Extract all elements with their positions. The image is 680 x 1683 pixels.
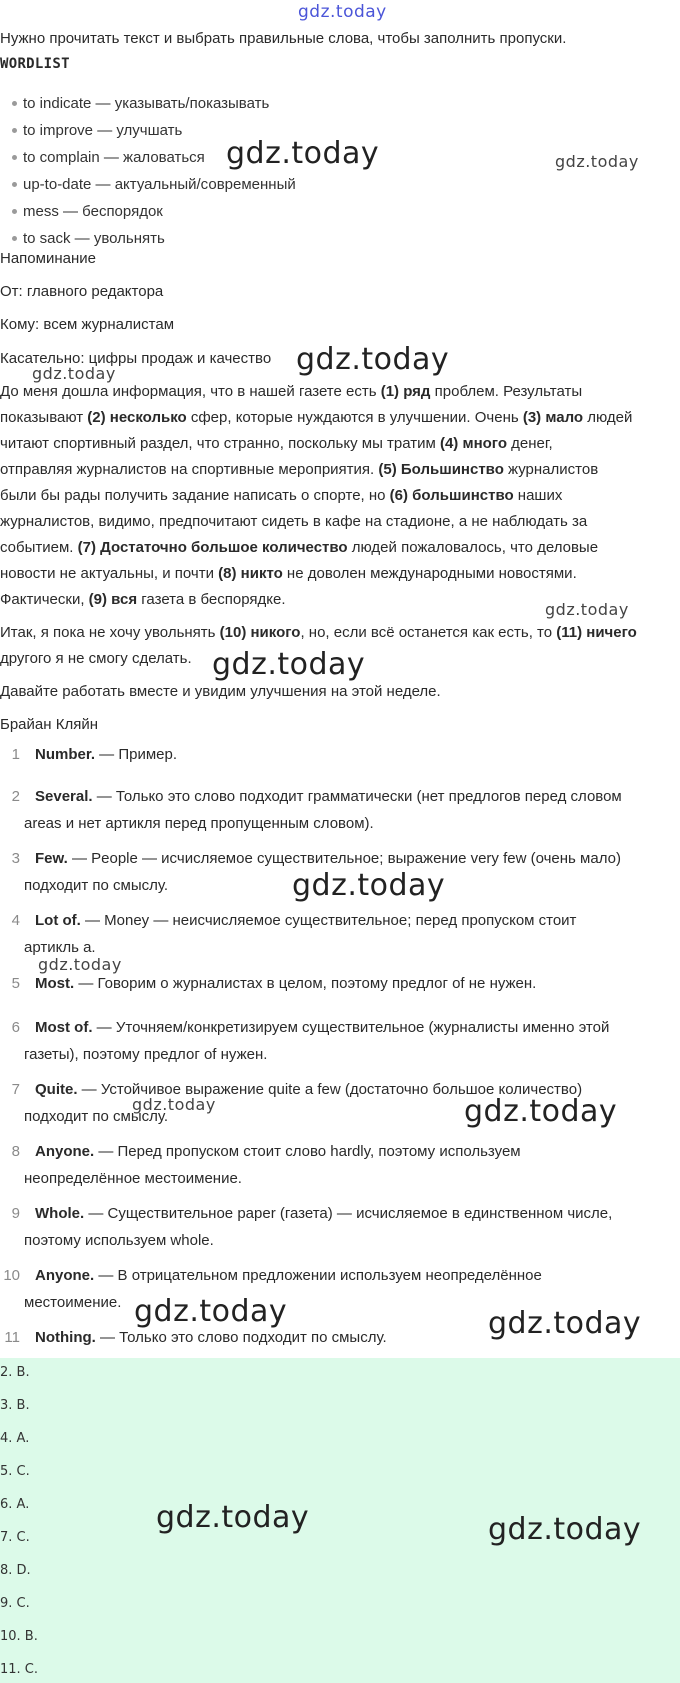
answer-key-item: 3. B. — [0, 1398, 30, 1413]
letter-text: Итак, я пока не хочу увольнять — [0, 624, 220, 641]
wordlist-item-text: up-to-date — актуальный/современный — [23, 176, 296, 193]
answer-word: Anyone. — [35, 1143, 95, 1160]
watermark: gdz.today — [134, 1294, 288, 1329]
answer-explanation: — Уточняем/конкретизируем существительное (журналисты именно этой — [92, 1019, 610, 1036]
wordlist-item-text: to indicate — указывать/показывать — [23, 95, 270, 112]
answer-slot: (9) вся — [88, 591, 138, 608]
letter-line — [0, 539, 598, 556]
answer-number: 7 — [11, 1081, 20, 1098]
answer-explanation: подходит по смыслу. — [24, 1108, 169, 1125]
bullet-icon — [12, 101, 17, 106]
letter-line — [0, 683, 441, 700]
letter-text: отправляя журналистов на спортивные мероприятия. — [0, 461, 379, 478]
answer-slot: (11) ничего — [556, 624, 637, 641]
answer-explanation: — В отрицательном предложении используем неопределённое — [94, 1267, 542, 1284]
wordlist-item — [12, 230, 165, 247]
answer-explanation: поэтому используем whole. — [24, 1232, 214, 1249]
task-instruction: Нужно прочитать текст и выбрать правильные слова, чтобы заполнить пропуски. — [0, 30, 567, 47]
letter-line — [0, 591, 286, 608]
memo-from: От: главного редактора — [0, 283, 164, 300]
letter-text: сфер, которые нуждаются в улучшении. Очень — [186, 409, 523, 426]
answer-key-item: 4. A. — [0, 1431, 30, 1446]
answer-explanation: — Пример. — [95, 746, 178, 763]
answer-key-item: 11. C. — [0, 1662, 39, 1677]
answer-slot: (2) несколько — [87, 409, 187, 426]
letter-text: не доволен международными новостями. — [282, 565, 577, 582]
answer-line — [35, 1205, 612, 1222]
answer-word: Most of. — [35, 1019, 93, 1036]
letter-text: Фактически, — [0, 591, 89, 608]
answer-line — [35, 746, 177, 763]
answer-number: 3 — [11, 850, 20, 867]
letter-text: новости не актуальны, и почти — [0, 565, 219, 582]
letter-text: другого я не смогу сделать. — [0, 650, 192, 667]
letter-line — [0, 487, 562, 504]
answer-slot: (8) никто — [218, 565, 283, 582]
answer-number: 11 — [4, 1329, 20, 1346]
answer-slot: (10) никого — [219, 624, 301, 641]
watermark: gdz.today — [226, 136, 380, 171]
letter-line — [0, 565, 577, 582]
answer-slot: (3) мало — [522, 409, 584, 426]
answer-explanation: — Только это слово подходит грамматически (нет предлогов перед словом — [92, 788, 622, 805]
answer-word: Whole. — [35, 1205, 85, 1222]
letter-line — [0, 624, 637, 641]
watermark: gdz.today — [555, 152, 639, 171]
answer-word: Nothing. — [35, 1329, 96, 1346]
answer-key-item: 9. C. — [0, 1596, 30, 1611]
answer-key-item: 8. D. — [0, 1563, 31, 1578]
letter-text: денег, — [507, 435, 553, 452]
letter-text: людей пожаловалось, что деловые — [347, 539, 599, 556]
answer-word: Most. — [35, 975, 75, 992]
answer-number: 4 — [11, 912, 20, 929]
answer-key-item: 7. C. — [0, 1530, 30, 1545]
answer-word: Number. — [35, 746, 96, 763]
answer-explanation: местоимение. — [24, 1294, 122, 1311]
answer-key-item: 10. B. — [0, 1629, 38, 1644]
wordlist-item — [12, 149, 205, 166]
letter-line — [0, 650, 192, 667]
answer-number: 5 — [11, 975, 20, 992]
answer-line — [35, 850, 621, 867]
letter-line — [0, 435, 553, 452]
letter-line — [0, 461, 598, 478]
answer-explanation: areas и нет артикля перед пропущенным словом). — [24, 815, 374, 832]
watermark: gdz.today — [464, 1094, 618, 1129]
answer-explanation: подходит по смыслу. — [24, 877, 169, 894]
answer-slot: (4) много — [439, 435, 507, 452]
answer-word: Several. — [35, 788, 93, 805]
answer-explanation: неопределённое местоимение. — [24, 1170, 242, 1187]
letter-text: До меня дошла информация, что в нашей газете есть — [0, 383, 381, 400]
watermark: gdz.today — [212, 647, 366, 682]
answer-explanation: — People — исчисляемое существительное; выражение very few (очень мало) — [67, 850, 621, 867]
answer-line — [35, 975, 536, 992]
answer-line — [35, 1019, 609, 1036]
answer-word: Few. — [35, 850, 68, 867]
letter-text: газета в беспорядке. — [137, 591, 286, 608]
wordlist-item — [12, 95, 269, 112]
letter-line — [0, 409, 632, 426]
wordlist-item — [12, 203, 163, 220]
watermark: gdz.today — [156, 1500, 310, 1535]
wordlist-item — [12, 122, 182, 139]
watermark: gdz.today — [296, 342, 450, 377]
answer-line — [35, 1329, 387, 1346]
letter-text: , но, если всё останется как есть, то — [300, 624, 557, 641]
letter-text: журналистов — [503, 461, 599, 478]
answer-number: 1 — [11, 746, 20, 763]
answer-explanation: газеты), поэтому предлог of нужен. — [24, 1046, 268, 1063]
answer-line — [35, 912, 576, 929]
wordlist-item-text: to sack — увольнять — [23, 230, 165, 247]
answer-slot: (1) ряд — [380, 383, 431, 400]
watermark: gdz.today — [292, 868, 446, 903]
bullet-icon — [12, 209, 17, 214]
answer-word: Quite. — [35, 1081, 78, 1098]
wordlist-item-text: mess — беспорядок — [23, 203, 163, 220]
answer-explanation: — Говорим о журналистах в целом, поэтому предлог of не нужен. — [74, 975, 537, 992]
bullet-icon — [12, 182, 17, 187]
memo-to: Кому: всем журналистам — [0, 316, 175, 333]
letter-line — [0, 383, 582, 400]
answer-number: 10 — [3, 1267, 20, 1284]
answer-slot: (7) Достаточно большое количество — [77, 539, 348, 556]
bullet-icon — [12, 236, 17, 241]
answer-number: 8 — [11, 1143, 20, 1160]
answer-explanation: артикль a. — [24, 939, 96, 956]
wordlist-item-text: to improve — улучшать — [23, 122, 183, 139]
answer-line — [35, 1267, 542, 1284]
answer-key-item: 6. A. — [0, 1497, 30, 1512]
letter-line — [0, 513, 587, 530]
letter-text: проблем. Результаты — [430, 383, 583, 400]
header-watermark: gdz.today — [298, 2, 387, 22]
watermark: gdz.today — [545, 600, 629, 619]
letter-text: журналистов, видимо, предпочитают сидеть в кафе на стадионе, а не наблюдать за — [0, 513, 588, 530]
wordlist-item — [12, 176, 296, 193]
wordlist-item-text: to complain — жаловаться — [23, 149, 205, 166]
answer-number: 2 — [11, 788, 20, 805]
memo-title: Напоминание — [0, 250, 96, 267]
letter-text: людей — [583, 409, 633, 426]
answer-word: Anyone. — [35, 1267, 95, 1284]
answer-explanation: — Только это слово подходит по смыслу. — [95, 1329, 387, 1346]
letter-text: событием. — [0, 539, 78, 556]
answer-number: 9 — [11, 1205, 20, 1222]
letter-text: Давайте работать вместе и увидим улучшения на этой неделе. — [0, 683, 441, 700]
watermark: gdz.today — [38, 955, 122, 974]
letter-text: были бы рады получить задание написать о спорте, но — [0, 487, 390, 504]
watermark: gdz.today — [488, 1306, 642, 1341]
signature: Брайан Кляйн — [0, 716, 98, 733]
answer-slot: (6) большинство — [389, 487, 514, 504]
watermark: gdz.today — [32, 364, 116, 383]
watermark: gdz.today — [488, 1512, 642, 1547]
answer-number: 6 — [11, 1019, 20, 1036]
answer-explanation: — Перед пропуском стоит слово hardly, поэтому используем — [94, 1143, 521, 1160]
answer-line — [35, 788, 622, 805]
letter-text: показывают — [0, 409, 88, 426]
letter-text: читают спортивный раздел, что странно, поскольку мы тратим — [0, 435, 440, 452]
answer-key-item: 2. B. — [0, 1365, 30, 1380]
answer-explanation: — Устойчивое выражение quite a few (достаточно большое количество) — [77, 1081, 583, 1098]
bullet-icon — [12, 128, 17, 133]
watermark: gdz.today — [132, 1095, 216, 1114]
answer-explanation: — Существительное paper (газета) — исчисляемое в единственном числе, — [84, 1205, 613, 1222]
memo-subject: Касательно: цифры продаж и качество — [0, 350, 272, 367]
answer-line — [35, 1143, 521, 1160]
answer-word: Lot of. — [35, 912, 81, 929]
letter-text: наших — [513, 487, 563, 504]
answer-key-item: 5. C. — [0, 1464, 30, 1479]
answer-explanation: — Money — неисчисляемое существительное; перед пропуском стоит — [80, 912, 577, 929]
answer-slot: (5) Большинство — [378, 461, 504, 478]
bullet-icon — [12, 155, 17, 160]
wordlist-title: WORDLIST — [0, 56, 70, 72]
